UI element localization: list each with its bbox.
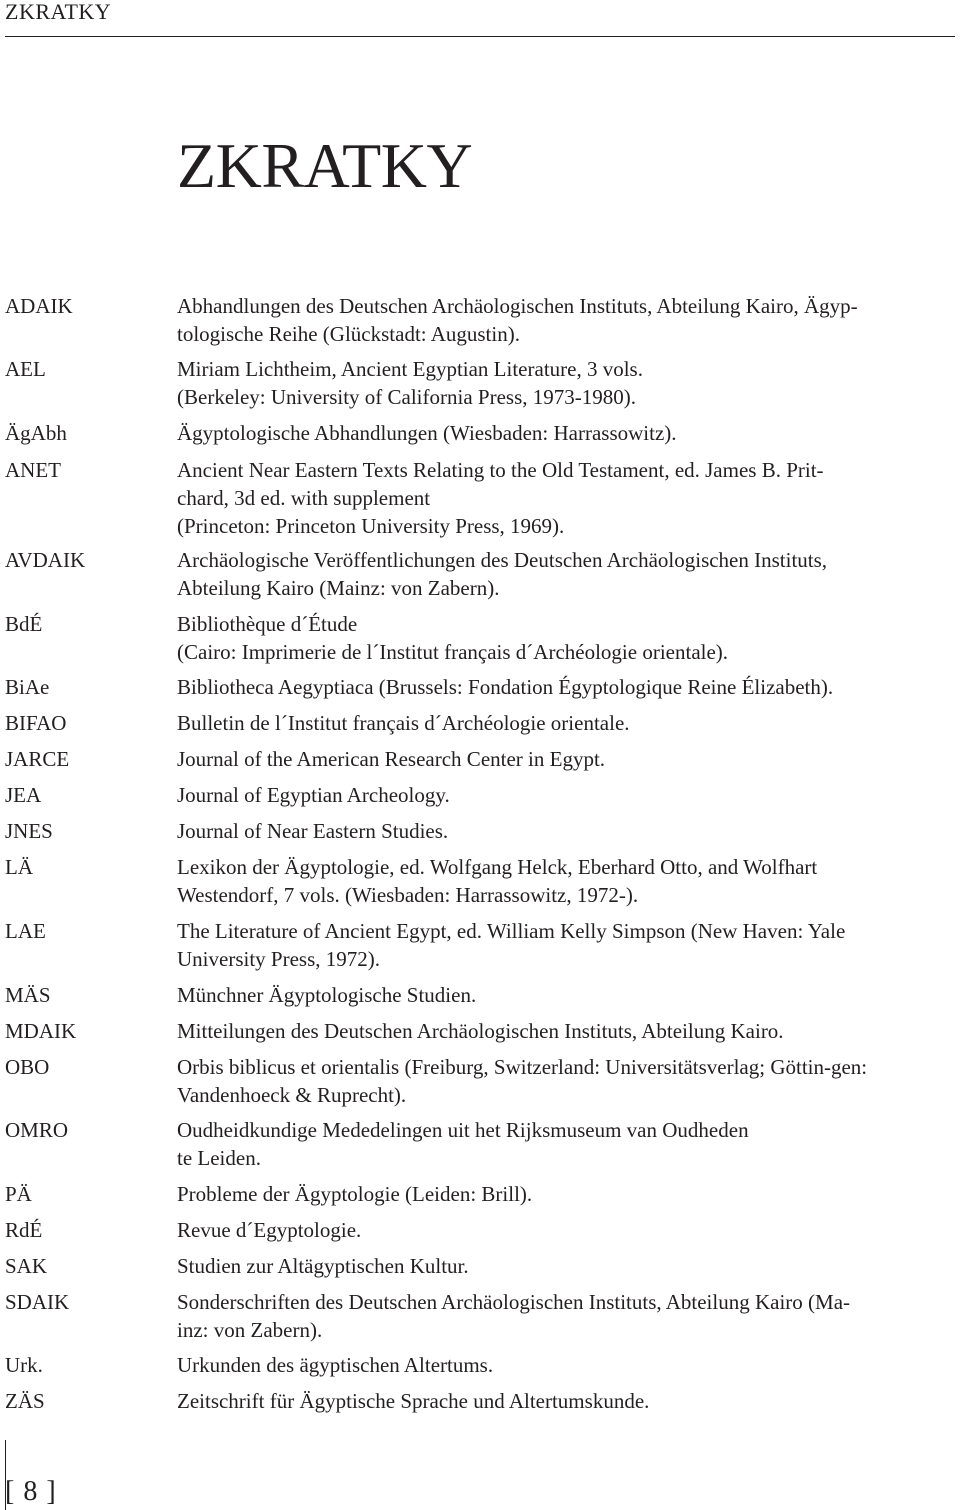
abbreviation-definition [177,917,955,973]
abbreviation-term: ÄgAbh [5,421,67,445]
abbreviation-definition [177,1351,955,1379]
abbreviation-term: SAK [5,1254,48,1278]
abbreviation-term: MÄS [5,983,51,1007]
abbreviation-term: ZÄS [5,1389,45,1413]
abbreviation-definition [177,1252,955,1280]
definition-line: Bibliotheca Aegyptiaca (Brussels: Fondation Égyptologique Reine Élizabeth). [177,675,834,699]
definition-line: Bibliothèque d´Étude [177,612,358,636]
abbreviation-term: JEA [5,783,42,807]
abbreviation-term: AVDAIK [5,548,86,572]
abbreviation-definition [177,1180,955,1208]
definition-line: Bulletin de l´Institut français d´Archéologie orientale. [177,711,630,735]
definition-line: Ägyptologische Abhandlungen (Wiesbaden: Harrassowitz). [177,421,677,445]
definition-line: Münchner Ägyptologische Studien. [177,983,477,1007]
abbreviation-definition [177,546,955,602]
abbreviation-term: BdÉ [5,612,43,636]
abbreviation-definition [177,745,955,773]
abbreviation-definition [177,981,955,1009]
definition-line: Oudheidkundige Mededelingen uit het Rijksmuseum van Oudheden [177,1118,749,1142]
abbreviation-term: BIFAO [5,711,67,735]
definition-line: Abhandlungen des Deutschen Archäologischen Instituts, Abteilung Kairo, Ägyp- [177,294,858,318]
definition-line: Orbis biblicus et orientalis (Freiburg, Switzerland: Universitätsverlag; Göttin-gen: [177,1055,868,1079]
definition-line: University Press, 1972). [177,947,380,971]
abbreviation-definition [177,1017,955,1045]
page-title: ZKRATKY [177,130,473,201]
abbreviation-definition [177,1387,955,1415]
definition-line: (Princeton: Princeton University Press, 1969). [177,514,565,538]
abbreviation-term: JARCE [5,747,70,771]
abbreviation-definition [177,355,955,411]
running-head: ZKRATKY [5,0,112,24]
definition-line: te Leiden. [177,1146,261,1170]
abbreviation-term: LÄ [5,855,33,879]
abbreviation-definition [177,1116,955,1172]
definition-line: inz: von Zabern). [177,1318,323,1342]
definition-line: Journal of Near Eastern Studies. [177,819,449,843]
definition-line: Revue d´Egyptologie. [177,1218,362,1242]
abbreviation-term: OMRO [5,1118,69,1142]
abbreviation-term: MDAIK [5,1019,77,1043]
abbreviation-term: Urk. [5,1353,43,1377]
abbreviation-term: LAE [5,919,46,943]
definition-line: Ancient Near Eastern Texts Relating to the Old Testament, ed. James B. Prit- [177,458,824,482]
abbreviation-term: ANET [5,458,61,482]
abbreviation-term: SDAIK [5,1290,70,1314]
definition-line: Studien zur Altägyptischen Kultur. [177,1254,469,1278]
definition-line: Probleme der Ägyptologie (Leiden: Brill). [177,1182,533,1206]
abbreviation-definition [177,853,955,909]
page-number: [ 8 ] [5,1476,57,1507]
definition-line: Urkunden des ägyptischen Altertums. [177,1353,494,1377]
header-rule [5,36,955,37]
abbreviation-term: RdÉ [5,1218,43,1242]
definition-line: Journal of Egyptian Archeology. [177,783,450,807]
definition-line: (Cairo: Imprimerie de l´Institut français d´Archéologie orientale). [177,640,729,664]
abbreviation-term: BiAe [5,675,50,699]
definition-line: Westendorf, 7 vols. (Wiesbaden: Harrassowitz, 1972-). [177,883,639,907]
abbreviation-term: OBO [5,1055,50,1079]
definition-line: Miriam Lichtheim, Ancient Egyptian Literature, 3 vols. [177,357,643,381]
definition-line: chard, 3d ed. with supplement [177,486,431,510]
abbreviation-term: AEL [5,357,46,381]
abbreviation-definition [177,419,955,447]
abbreviation-definition [177,610,955,666]
definition-line: Vandenhoeck & Ruprecht). [177,1083,407,1107]
abbreviation-definition [177,1288,955,1344]
definition-line: The Literature of Ancient Egypt, ed. William Kelly Simpson (New Haven: Yale [177,919,846,943]
definition-line: tologische Reihe (Glückstadt: Augustin). [177,322,520,346]
abbreviation-term: ADAIK [5,294,73,318]
abbreviation-term: PÄ [5,1182,32,1206]
abbreviation-definition [177,1216,955,1244]
definition-line: (Berkeley: University of California Press, 1973-1980). [177,385,636,409]
definition-line: Sonderschriften des Deutschen Archäologischen Instituts, Abteilung Kairo (Ma- [177,1290,851,1314]
abbreviation-definition [177,292,955,348]
abbreviation-definition [177,781,955,809]
definition-line: Zeitschrift für Ägyptische Sprache und Altertumskunde. [177,1389,650,1413]
abbreviation-term: JNES [5,819,53,843]
definition-line: Lexikon der Ägyptologie, ed. Wolfgang Helck, Eberhard Otto, and Wolfhart [177,855,818,879]
abbreviation-definition [177,709,955,737]
definition-line: Abteilung Kairo (Mainz: von Zabern). [177,576,500,600]
definition-line: Archäologische Veröffentlichungen des Deutschen Archäologischen Instituts, [177,548,828,572]
definition-line: Mitteilungen des Deutschen Archäologischen Instituts, Abteilung Kairo. [177,1019,784,1043]
abbreviation-definition [177,456,955,540]
abbreviation-definition [177,673,955,701]
abbreviation-definition [177,817,955,845]
definition-line: Journal of the American Research Center in Egypt. [177,747,606,771]
abbreviation-definition [177,1053,955,1109]
